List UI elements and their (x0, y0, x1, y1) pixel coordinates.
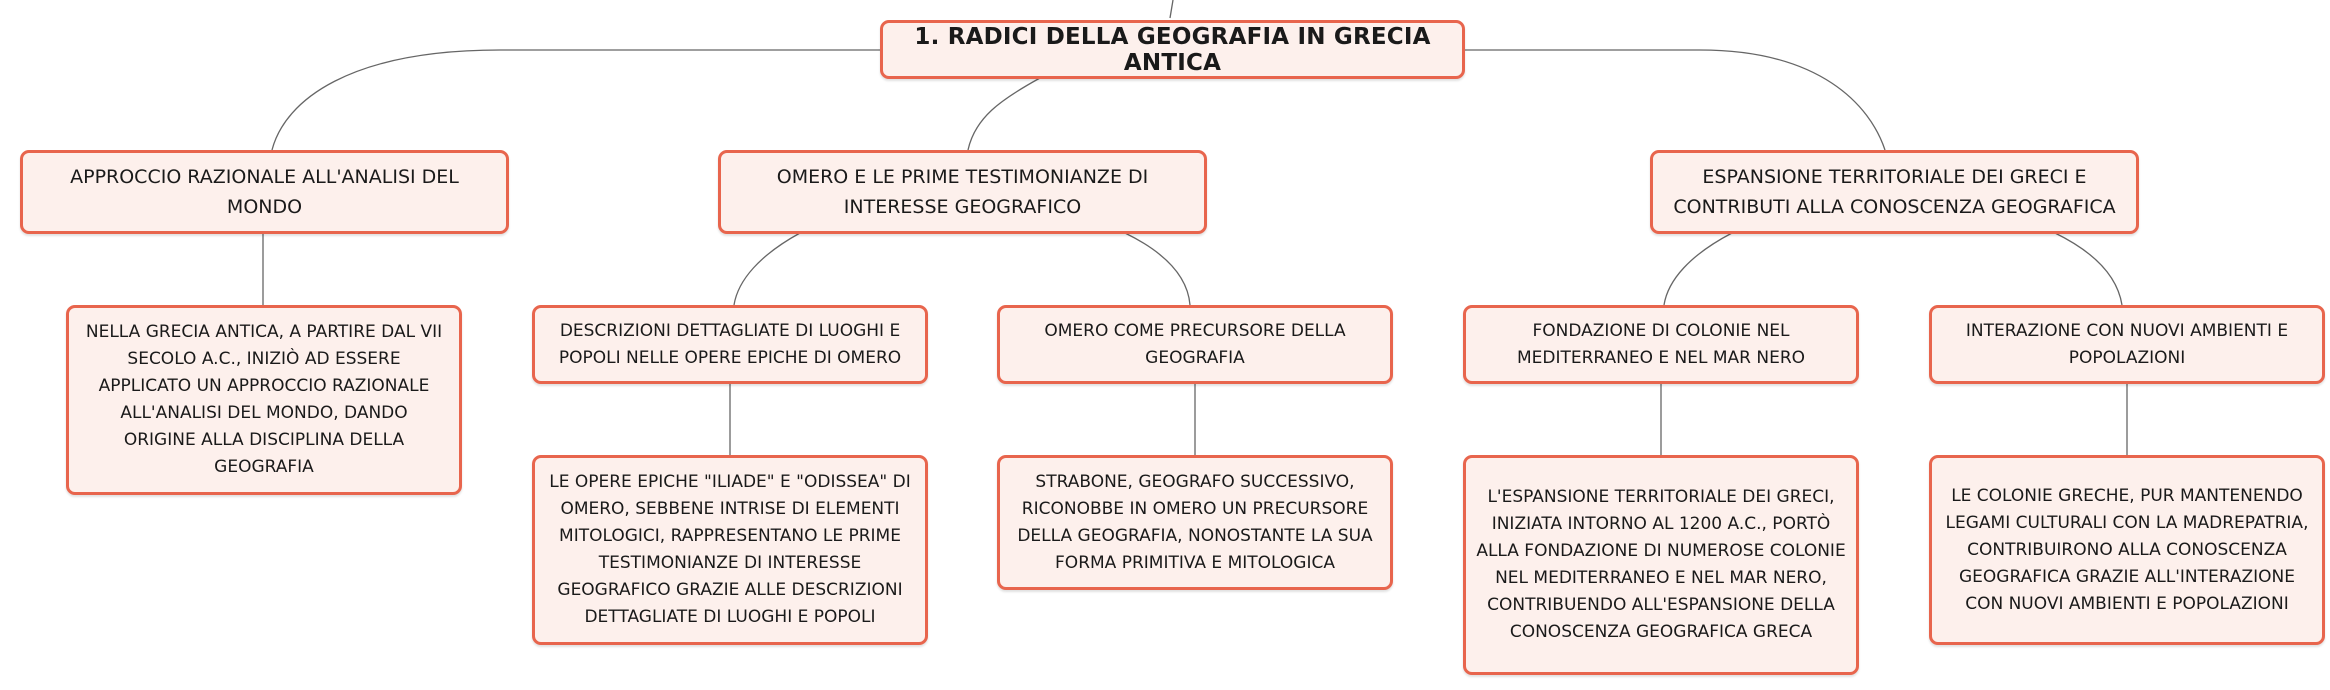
connector-root-to-espansione (1462, 50, 1885, 150)
connector-root-to-omero (968, 78, 1040, 150)
colonie-node[interactable] (1463, 305, 1859, 384)
connector-root-to-approccio (272, 50, 880, 150)
connector-omero-to-precursore (1125, 233, 1190, 305)
root-node[interactable] (880, 20, 1465, 79)
root-node-label: 1. RADICI DELLA GEOGRAFIA IN GRECIA ANTICA (914, 23, 1431, 76)
connector-espansione-to-colonie (1664, 233, 1732, 305)
approccio-detail-text: NELLA GRECIA ANTICA, A PARTIRE DAL VII SECOLO A.C., INIZIÒ AD ESSERE APPLICATO UN APPROCCIO RAZIONALE ALL'ANALISI DEL MONDO, DANDO ORIGINE ALLA DISCIPLINA DELLA GEOGRAFIA (85, 322, 443, 477)
descrizioni-detail-text: LE OPERE EPICHE "ILIADE" E "ODISSEA" DI OMERO, SEBBENE INTRISE DI ELEMENTI MITOLOGICI, RAPPRESENTANO LE PRIME TESTIMONIANZE DI INTERESSE GEOGRAFICO GRAZIE ALLE DESCRIZIONI DETTAGLIATE DI LUOGHI E POPOLI (549, 472, 911, 627)
branch-approccio-node[interactable] (20, 150, 509, 234)
approccio-detail-node[interactable] (66, 305, 462, 495)
colonie-label: FONDAZIONE DI COLONIE NEL MEDITERRANEO E NEL MAR NERO (1516, 320, 1806, 368)
connector-top-stub (1170, 0, 1173, 18)
precursore-detail-text: STRABONE, GEOGRAFO SUCCESSIVO, RICONOBBE IN OMERO UN PRECURSORE DELLA GEOGRAFIA, NONOSTANTE LA SUA FORMA PRIMITIVA E MITOLOGICA (1017, 471, 1373, 573)
branch-espansione-label: ESPANSIONE TERRITORIALE DEI GRECI E CONTRIBUTI ALLA CONOSCENZA GEOGRAFICA (1673, 166, 2116, 218)
colonie-detail-text: L'ESPANSIONE TERRITORIALE DEI GRECI, INIZIATA INTORNO AL 1200 A.C., PORTÒ ALLA FONDAZIONE DI NUMEROSE COLONIE NEL MEDITERRANEO E NEL MAR NERO, CONTRIBUENDO ALL'ESPANSIONE DELLA CONOSCENZA GEOGRAFICA GRECA (1476, 487, 1846, 642)
interazione-detail-text: LE COLONIE GRECHE, PUR MANTENENDO LEGAMI CULTURALI CON LA MADREPATRIA, CONTRIBUIRONO ALLA CONOSCENZA GEOGRAFICA GRAZIE ALL'INTERAZIONE CON NUOVI AMBIENTI E POPOLAZIONI (1945, 485, 2309, 614)
interazione-label: INTERAZIONE CON NUOVI AMBIENTI E POPOLAZIONI (1965, 320, 2289, 368)
descrizioni-detail-node[interactable] (532, 455, 928, 645)
precursore-node[interactable] (997, 305, 1393, 384)
interazione-detail-node[interactable] (1929, 455, 2325, 645)
branch-approccio-label: APPROCCIO RAZIONALE ALL'ANALISI DEL MONDO (70, 166, 459, 218)
descrizioni-label: DESCRIZIONI DETTAGLIATE DI LUOGHI E POPOLI NELLE OPERE EPICHE DI OMERO (558, 320, 902, 368)
branch-omero-node[interactable] (718, 150, 1207, 234)
precursore-detail-node[interactable] (997, 455, 1393, 590)
connector-espansione-to-interazione (2055, 233, 2122, 305)
connector-omero-to-descrizioni (734, 233, 800, 305)
colonie-detail-node[interactable] (1463, 455, 1859, 675)
precursore-label: OMERO COME PRECURSORE DELLA GEOGRAFIA (1044, 320, 1346, 368)
branch-omero-label: OMERO E LE PRIME TESTIMONIANZE DI INTERESSE GEOGRAFICO (776, 166, 1149, 218)
branch-espansione-node[interactable] (1650, 150, 2139, 234)
interazione-node[interactable] (1929, 305, 2325, 384)
descrizioni-node[interactable] (532, 305, 928, 384)
